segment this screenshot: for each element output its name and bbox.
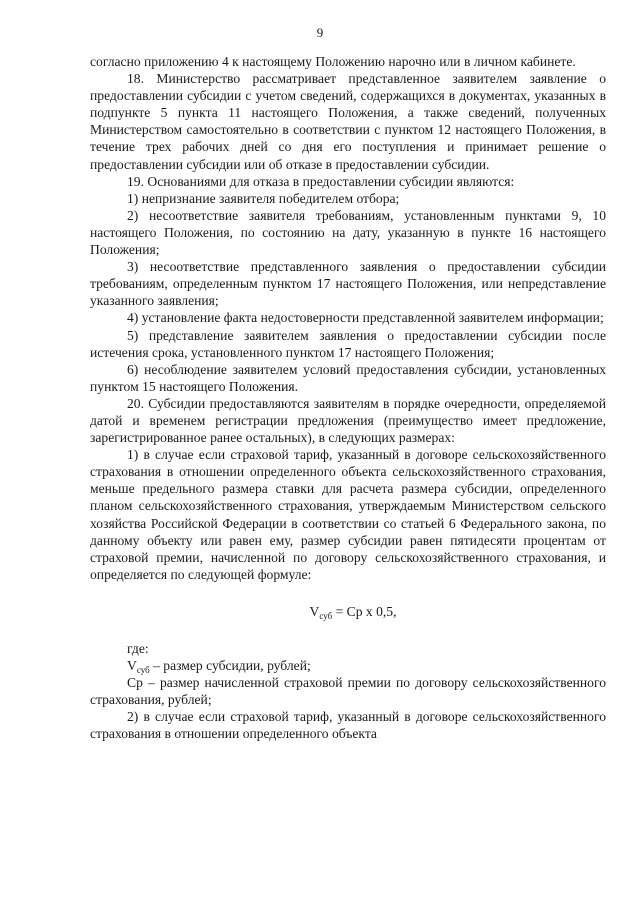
paragraph-19-item-2: 2) несоответствие заявителя требованиям, установленным пунктами 9, 10 настоящего Положения, по состоянию на дату, указанную в пункте 16 настоящего Положения;: [90, 207, 606, 258]
paragraph-19-item-1: 1) непризнание заявителя победителем отбора;: [127, 190, 400, 206]
paragraph-18: 18. Министерство рассматривает представленное заявителем заявление о предоставлении субсидии с учетом сведений, содержащихся в документах, указанных в подпункте 5 пункта 11 настоящего Положения, а также сведений, полученных Министерством самостоятельно в соответствии с пунктом 12 настоящего Положения, в течение трех рабочих дней со дня его поступления и принимает решение о предоставлении субсидии или об отказе в предоставлении субсидии.: [90, 71, 606, 172]
definition-v-symbol: V: [127, 658, 137, 674]
formula: [90, 603, 606, 620]
paragraph-20-item-1: 1) в случае если страховой тариф, указанный в договоре сельскохозяйственного страхования в отношении определенного объекта сельскохозяйственного страхования, меньше предельного размера ставки для расчета размера субсидии, определенного планом сельскохозяйственного страхования, утверждаемым Министерством сельского хозяйства Российской Федерации в соответствии со статьей 6 Федерального закона, по данному объекту или равен ему, размер субсидии равен пятидесяти процентам от страховой премии, начисленной по договору сельскохозяйственного страхования, и определяется по следующей формуле:: [90, 447, 606, 582]
definition-v-subscript: суб: [136, 665, 150, 676]
formula-rest: = Cp x 0,5,: [332, 603, 397, 619]
formula-v: V: [309, 603, 320, 619]
paragraph-19-item-5: 5) представление заявителем заявления о предоставлении субсидии после истечения срока, установленного пунктом 17 настоящего Положения;: [90, 327, 606, 360]
paragraph-continuation: согласно приложению 4 к настоящему Положению нарочно или в личном кабинете.: [90, 54, 576, 69]
page-number: 9: [316, 25, 324, 40]
paragraph-19-item-4: 4) установление факта недостоверности представленной заявителем информации;: [127, 310, 604, 326]
definition-cp: Cp – размер начисленной страховой премии по договору сельскохозяйственного страхования, рублей;: [90, 675, 606, 708]
paragraph-19-item-6: 6) несоблюдение заявителем условий предоставления субсидии, установленных пунктом 15 настоящего Положения.: [90, 361, 606, 394]
formula-v-subscript: суб: [319, 610, 333, 621]
paragraph-19: 19. Основаниями для отказа в предоставлении субсидии являются:: [127, 173, 515, 189]
where-label: где:: [127, 641, 149, 656]
definition-v: [90, 657, 606, 674]
paragraph-19-item-3: 3) несоответствие представленного заявления о предоставлении субсидии требованиям, определенным пунктом 17 настоящего Положения, или непредставление указанного заявления;: [90, 259, 606, 309]
paragraph-20: 20. Субсидии предоставляются заявителям в порядке очередности, определяемой датой и временем регистрации предложения (преимущество имеет предложение, зарегистрированное ранее остальных), в следующих размерах:: [90, 395, 606, 446]
document-body: [90, 53, 606, 743]
definition-v-text: – размер субсидии, рублей;: [149, 658, 311, 674]
paragraph-20-item-2: 2) в случае если страховой тариф, указанный в договоре сельскохозяйственного страхования в отношении определенного объекта: [90, 709, 606, 742]
